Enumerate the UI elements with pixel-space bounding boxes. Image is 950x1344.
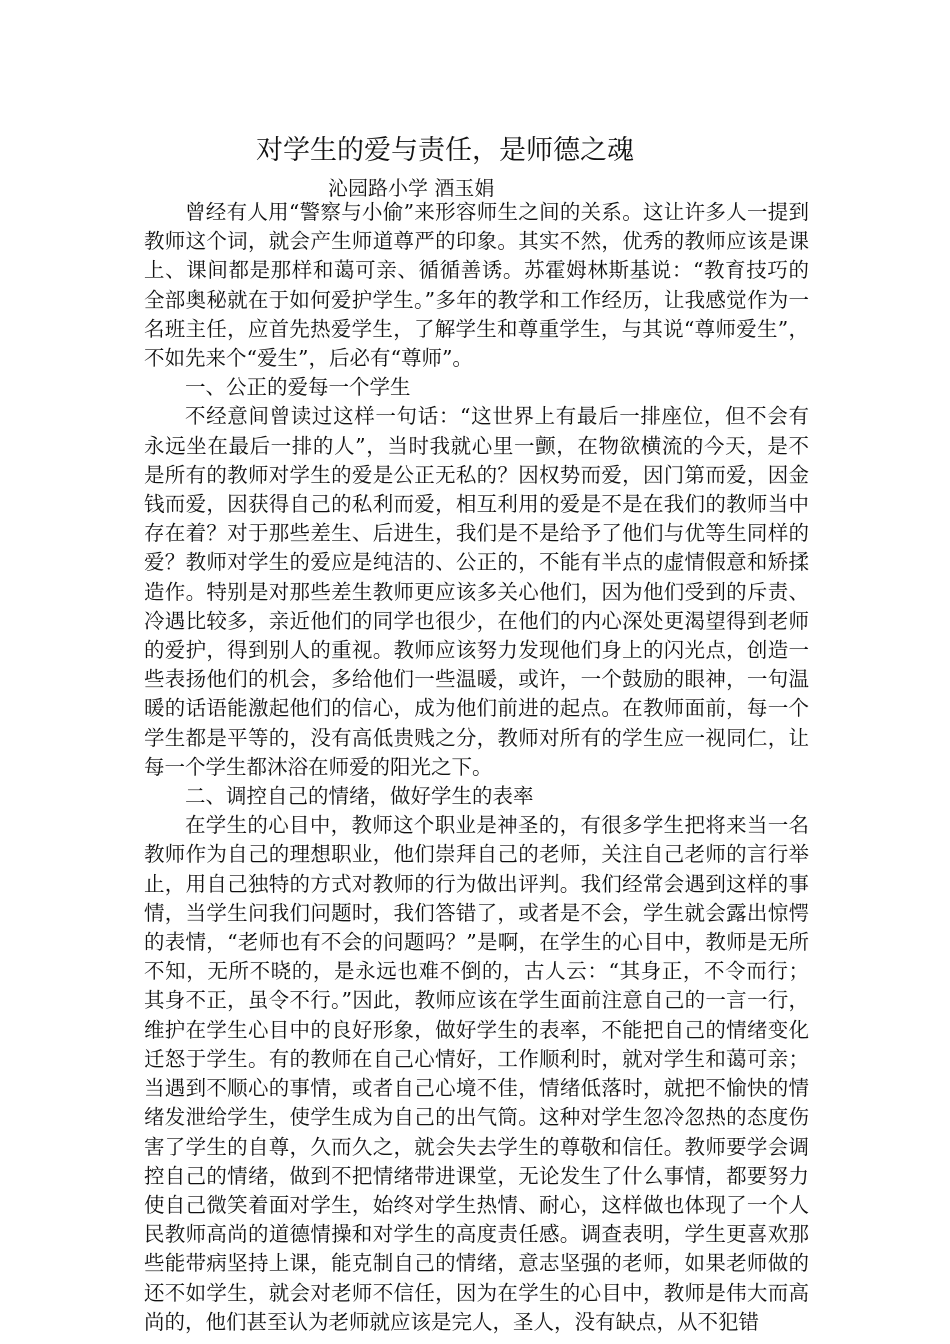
section-heading-1: 一、公正的爱每一个学生 <box>185 375 411 400</box>
paragraph-intro: 曾经有人用“警察与小偷”来形容师生之间的关系。这让许多人一提到教师这个词，就会产生师道尊严的印象。其实不然，优秀的教师应该是课上、课间都是那样和蔼可亲、循循善诱。苏霍姆林斯基说：“教育技巧的全部奥秘就在于如何爱护学生。”多年的教学和工作经历，让我感觉作为一名班主任，应首先热爱学生，了解学生和尊重学生，与其说“尊师爱生”，不如先来个“爱生”，后必有“尊师”。 <box>144 200 809 371</box>
section-heading-2: 二、调控自己的情绪，做好学生的表率 <box>185 784 534 809</box>
author-line: 沁园路小学 酒玉娟 <box>328 176 495 200</box>
paragraph-section-1: 不经意间曾读过这样一句话：“这世界上有最后一排座位，但不会有永远坐在最后一排的人”，当时我就心里一颤，在物欲横流的今天，是不是所有的教师对学生的爱是公正无私的？因权势而爱，因门第而爱，因金钱而爱，因获得自己的私利而爱，相互利用的爱是不是在我们的教师当中存在着？对于那些差生、后进生，我们是不是给予了他们与优等生同样的爱？教师对学生的爱应是纯洁的、公正的，不能有半点的虚情假意和矫揉造作。特别是对那些差生教师更应该多关心他们，因为他们受到的斥责、冷遇比较多，亲近他们的同学也很少，在他们的内心深处更渴望得到老师的爱护，得到别人的重视。教师应该努力发现他们身上的闪光点，创造一些表扬他们的机会，多给他们一些温暖，或许，一个鼓励的眼神，一句温暖的话语能激起他们的信心，成为他们前进的起点。在教师面前，每一个学生都是平等的，没有高低贵贱之分，教师对所有的学生应一视同仁，让每一个学生都沐浴在师爱的阳光之下。 <box>144 404 809 779</box>
paragraph-section-2: 在学生的心目中，教师这个职业是神圣的，有很多学生把将来当一名教师作为自己的理想职业，他们崇拜自己的老师，关注自己老师的言行举止，用自己独特的方式对教师的行为做出评判。我们经常会遇到这样的事情，当学生问我们问题时，我们答错了，或者是不会，学生就会露出惊愕的表情，“老师也有不会的问题吗？”是啊，在学生的心目中，教师是无所不知，无所不晓的，是永远也难不倒的，古人云：“其身正，不令而行；其身不正，虽令不行。”因此，教师应该在学生面前注意自己的一言一行，维护在学生心目中的良好形象，做好学生的表率，不能把自己的情绪变化迁怒于学生。有的教师在自己心情好，工作顺利时，就对学生和蔼可亲；当遇到不顺心的事情，或者自己心境不佳，情绪低落时，就把不愉快的情绪发泄给学生，使学生成为自己的出气筒。这种对学生忽冷忽热的态度伤害了学生的自尊，久而久之，就会失去学生的尊敬和信任。教师要学会调控自己的情绪，做到不把情绪带进课堂，无论发生了什么事情，都要努力使自己微笑着面对学生，始终对学生热情、耐心，这样做也体现了一个人民教师高尚的道德情操和对学生的高度责任感。调查表明，学生更喜欢那些能带病坚持上课，能克制自己的情绪，意志坚强的老师，如果老师做的还不如学生，就会对老师不信任，因为在学生的心目中，教师是伟大而高尚的，他们甚至认为老师就应该是完人，圣人，没有缺点，从不犯错 <box>144 813 809 1334</box>
document-title: 对学生的爱与责任，是师德之魂 <box>256 135 634 166</box>
document-body <box>144 198 809 1337</box>
